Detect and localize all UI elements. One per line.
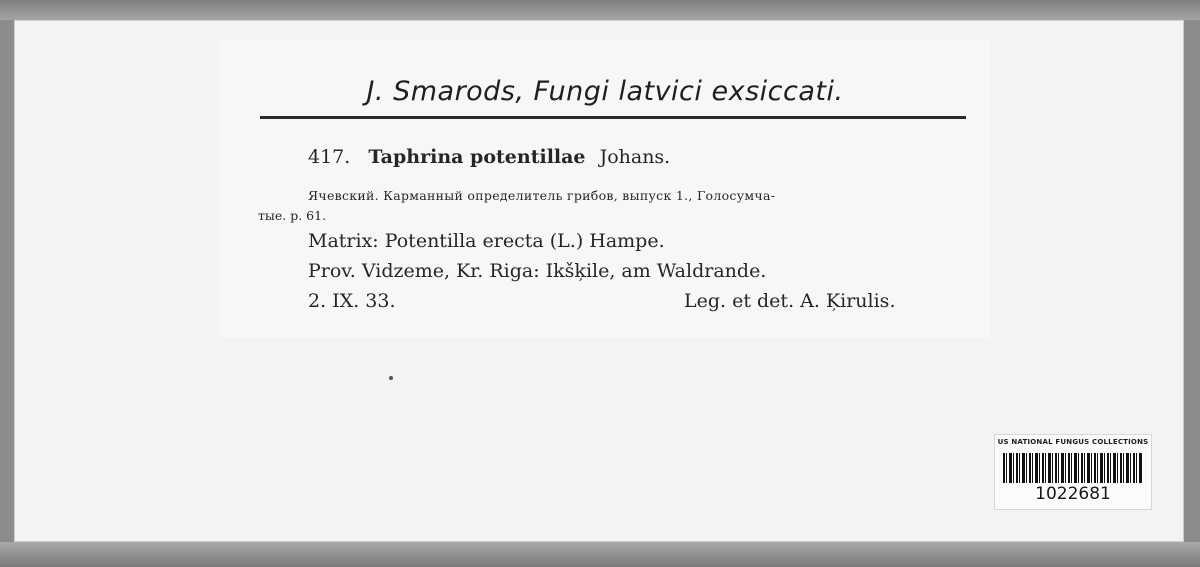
barcode-label (994, 434, 1152, 510)
barcode-number: 1022681 (1035, 484, 1111, 504)
scan-background-top (0, 0, 1200, 20)
matrix-line: Matrix: Potentilla erecta (L.) Hampe. (308, 230, 665, 252)
specimen-label (220, 40, 990, 338)
collection-date: 2. IX. 33. (308, 290, 396, 312)
reference-line-2: тые. р. 61. (258, 208, 327, 223)
barcode-institution: US NATIONAL FUNGUS COLLECTIONS (997, 438, 1149, 446)
scan-background-bottom (0, 542, 1200, 567)
species-name: Taphrina potentillae (368, 146, 586, 168)
exsiccata-number: 417. (308, 146, 351, 168)
header-rule (260, 116, 966, 119)
collector-line: Leg. et det. A. Ķirulis. (684, 290, 896, 312)
species-author: Johans. (599, 146, 671, 168)
species-line (308, 146, 670, 168)
specimen-mark (389, 376, 393, 380)
barcode-bars (1003, 453, 1143, 483)
reference-line-1: Ячевский. Карманный определитель грибов, выпуск 1., Голосумча- (308, 188, 776, 203)
label-header: J. Smarods, Fungi latvici exsiccati. (366, 76, 844, 107)
locality-line: Prov. Vidzeme, Kr. Riga: Ikšķile, am Waldrande. (308, 260, 767, 282)
